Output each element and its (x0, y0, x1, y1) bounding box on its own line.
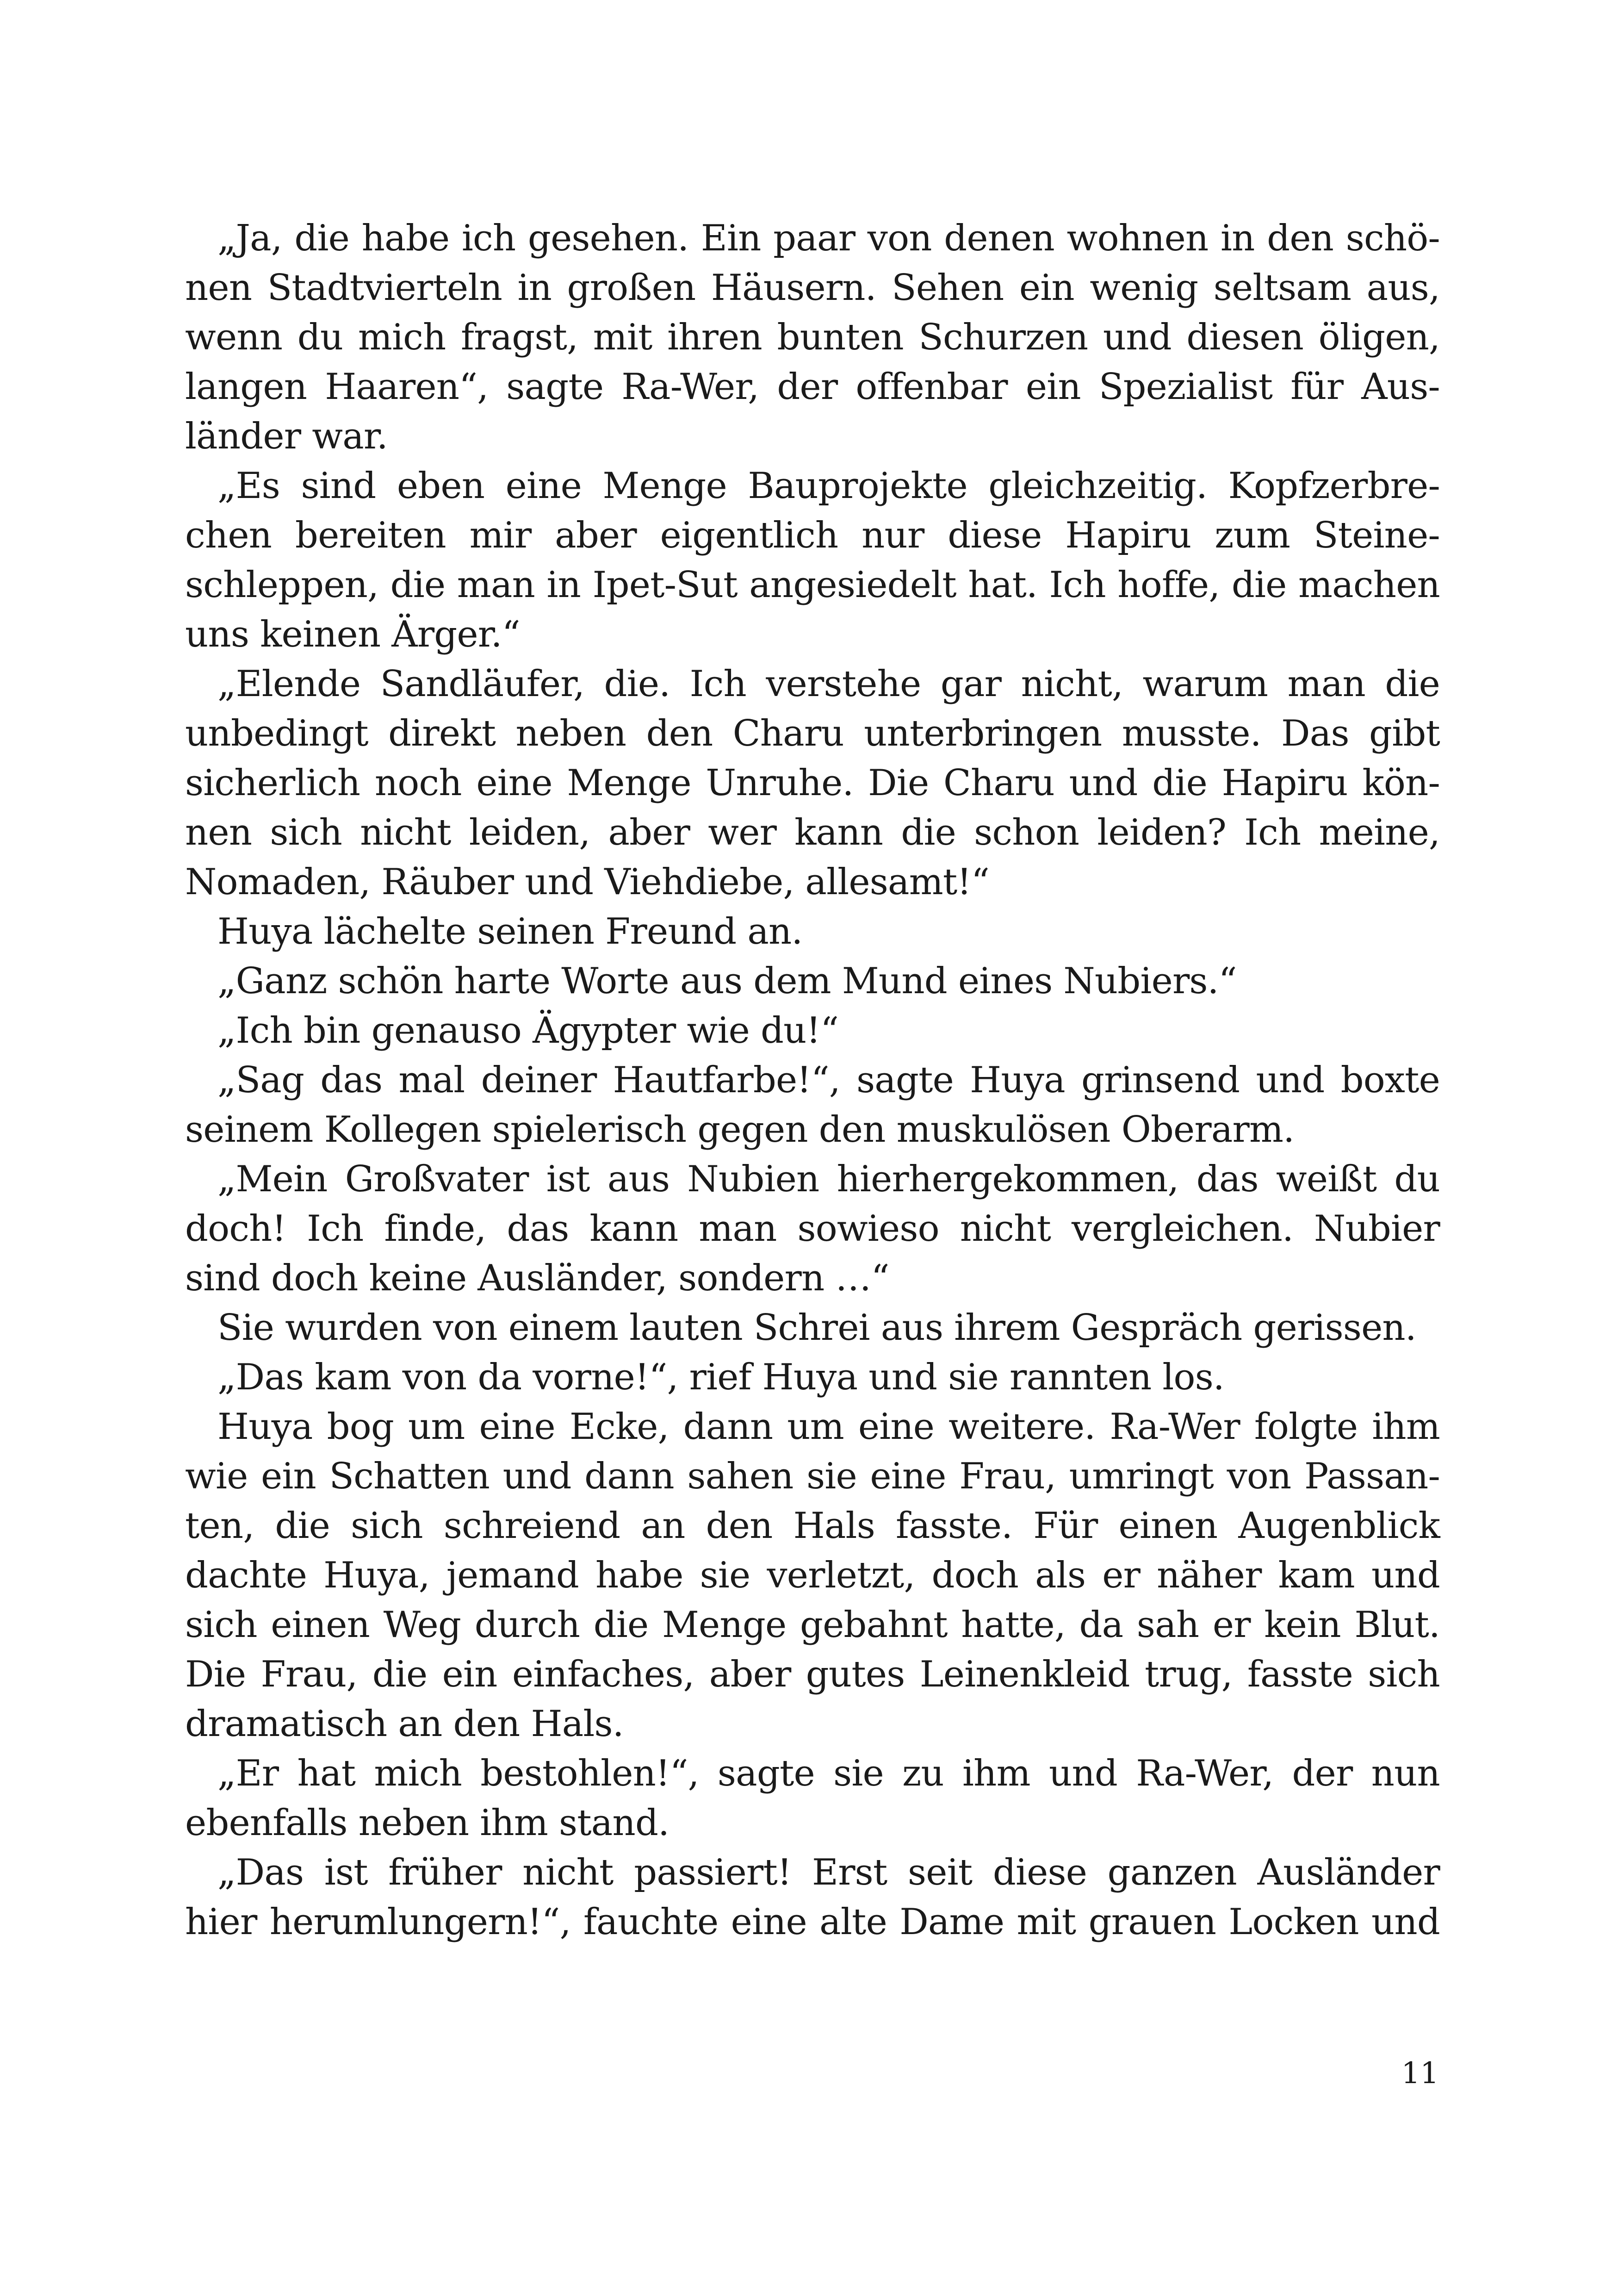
text-line: dachte Huya, jemand habe sie verletzt, doch als er näher kam und (185, 1555, 1440, 1596)
text-line: doch! Ich finde, das kann man sowieso nicht vergleichen. Nubier (185, 1208, 1440, 1250)
text-line: „Ja, die habe ich gesehen. Ein paar von denen wohnen in den schö- (217, 218, 1440, 259)
text-line: nen sich nicht leiden, aber wer kann die schon leiden? Ich meine, (185, 812, 1440, 853)
text-line: seinem Kollegen spielerisch gegen den muskulösen Oberarm. (185, 1109, 1295, 1151)
text-line: Nomaden, Räuber und Viehdiebe, allesamt!“ (185, 861, 990, 903)
text-line: „Elende Sandläufer, die. Ich verstehe gar nicht, warum man die (217, 663, 1440, 705)
text-line: ten, die sich schreiend an den Hals fasste. Für einen Augenblick (185, 1505, 1440, 1547)
page-number: 11 (1401, 2056, 1439, 2091)
text-line: dramatisch an den Hals. (185, 1703, 624, 1745)
text-line: ebenfalls neben ihm stand. (185, 1802, 670, 1844)
text-line: schleppen, die man in Ipet-Sut angesiedelt hat. Ich hoffe, die machen (185, 564, 1440, 606)
text-line: wenn du mich fragst, mit ihren bunten Schurzen und diesen öligen, (185, 317, 1440, 358)
text-line: Sie wurden von einem lauten Schrei aus ihrem Gespräch gerissen. (217, 1307, 1416, 1349)
text-line: chen bereiten mir aber eigentlich nur diese Hapiru zum Steine- (185, 515, 1440, 556)
text-line: Huya bog um eine Ecke, dann um eine weitere. Ra-Wer folgte ihm (217, 1406, 1440, 1448)
text-line: nen Stadtvierteln in großen Häusern. Sehen ein wenig seltsam aus, (185, 267, 1440, 309)
text-line: „Das ist früher nicht passiert! Erst seit diese ganzen Ausländer (217, 1852, 1440, 1893)
text-line: uns keinen Ärger.“ (185, 614, 520, 655)
text-line: länder war. (185, 416, 388, 457)
text-line: Huya lächelte seinen Freund an. (217, 911, 803, 952)
text-line: „Sag das mal deiner Hautfarbe!“, sagte Huya grinsend und boxte (217, 1059, 1440, 1101)
text-line: sind doch keine Ausländer, sondern …“ (185, 1257, 889, 1299)
body-text (185, 214, 1440, 1947)
text-line: unbedingt direkt neben den Charu unterbringen musste. Das gibt (185, 713, 1440, 754)
text-line: langen Haaren“, sagte Ra-Wer, der offenbar ein Spezialist für Aus- (185, 366, 1440, 408)
text-line: „Das kam von da vorne!“, rief Huya und sie rannten los. (217, 1356, 1224, 1398)
text-line: „Es sind eben eine Menge Bauprojekte gleichzeitig. Kopfzerbre- (217, 465, 1440, 507)
text-line: „Mein Großvater ist aus Nubien hierhergekommen, das weißt du (217, 1158, 1440, 1200)
text-line: „Ganz schön harte Worte aus dem Mund eines Nubiers.“ (217, 960, 1237, 1002)
text-line: sich einen Weg durch die Menge gebahnt hatte, da sah er kein Blut. (185, 1604, 1440, 1646)
text-line: „Er hat mich bestohlen!“, sagte sie zu ihm und Ra-Wer, der nun (217, 1753, 1440, 1794)
text-line: Die Frau, die ein einfaches, aber gutes Leinenkleid trug, fasste sich (185, 1654, 1440, 1695)
text-line: hier herumlungern!“, fauchte eine alte Dame mit grauen Locken und (185, 1901, 1440, 1943)
text-line: sicherlich noch eine Menge Unruhe. Die Charu und die Hapiru kön- (185, 762, 1440, 804)
text-line: wie ein Schatten und dann sahen sie eine Frau, umringt von Passan- (185, 1456, 1440, 1497)
text-line: „Ich bin genauso Ägypter wie du!“ (217, 1010, 839, 1052)
